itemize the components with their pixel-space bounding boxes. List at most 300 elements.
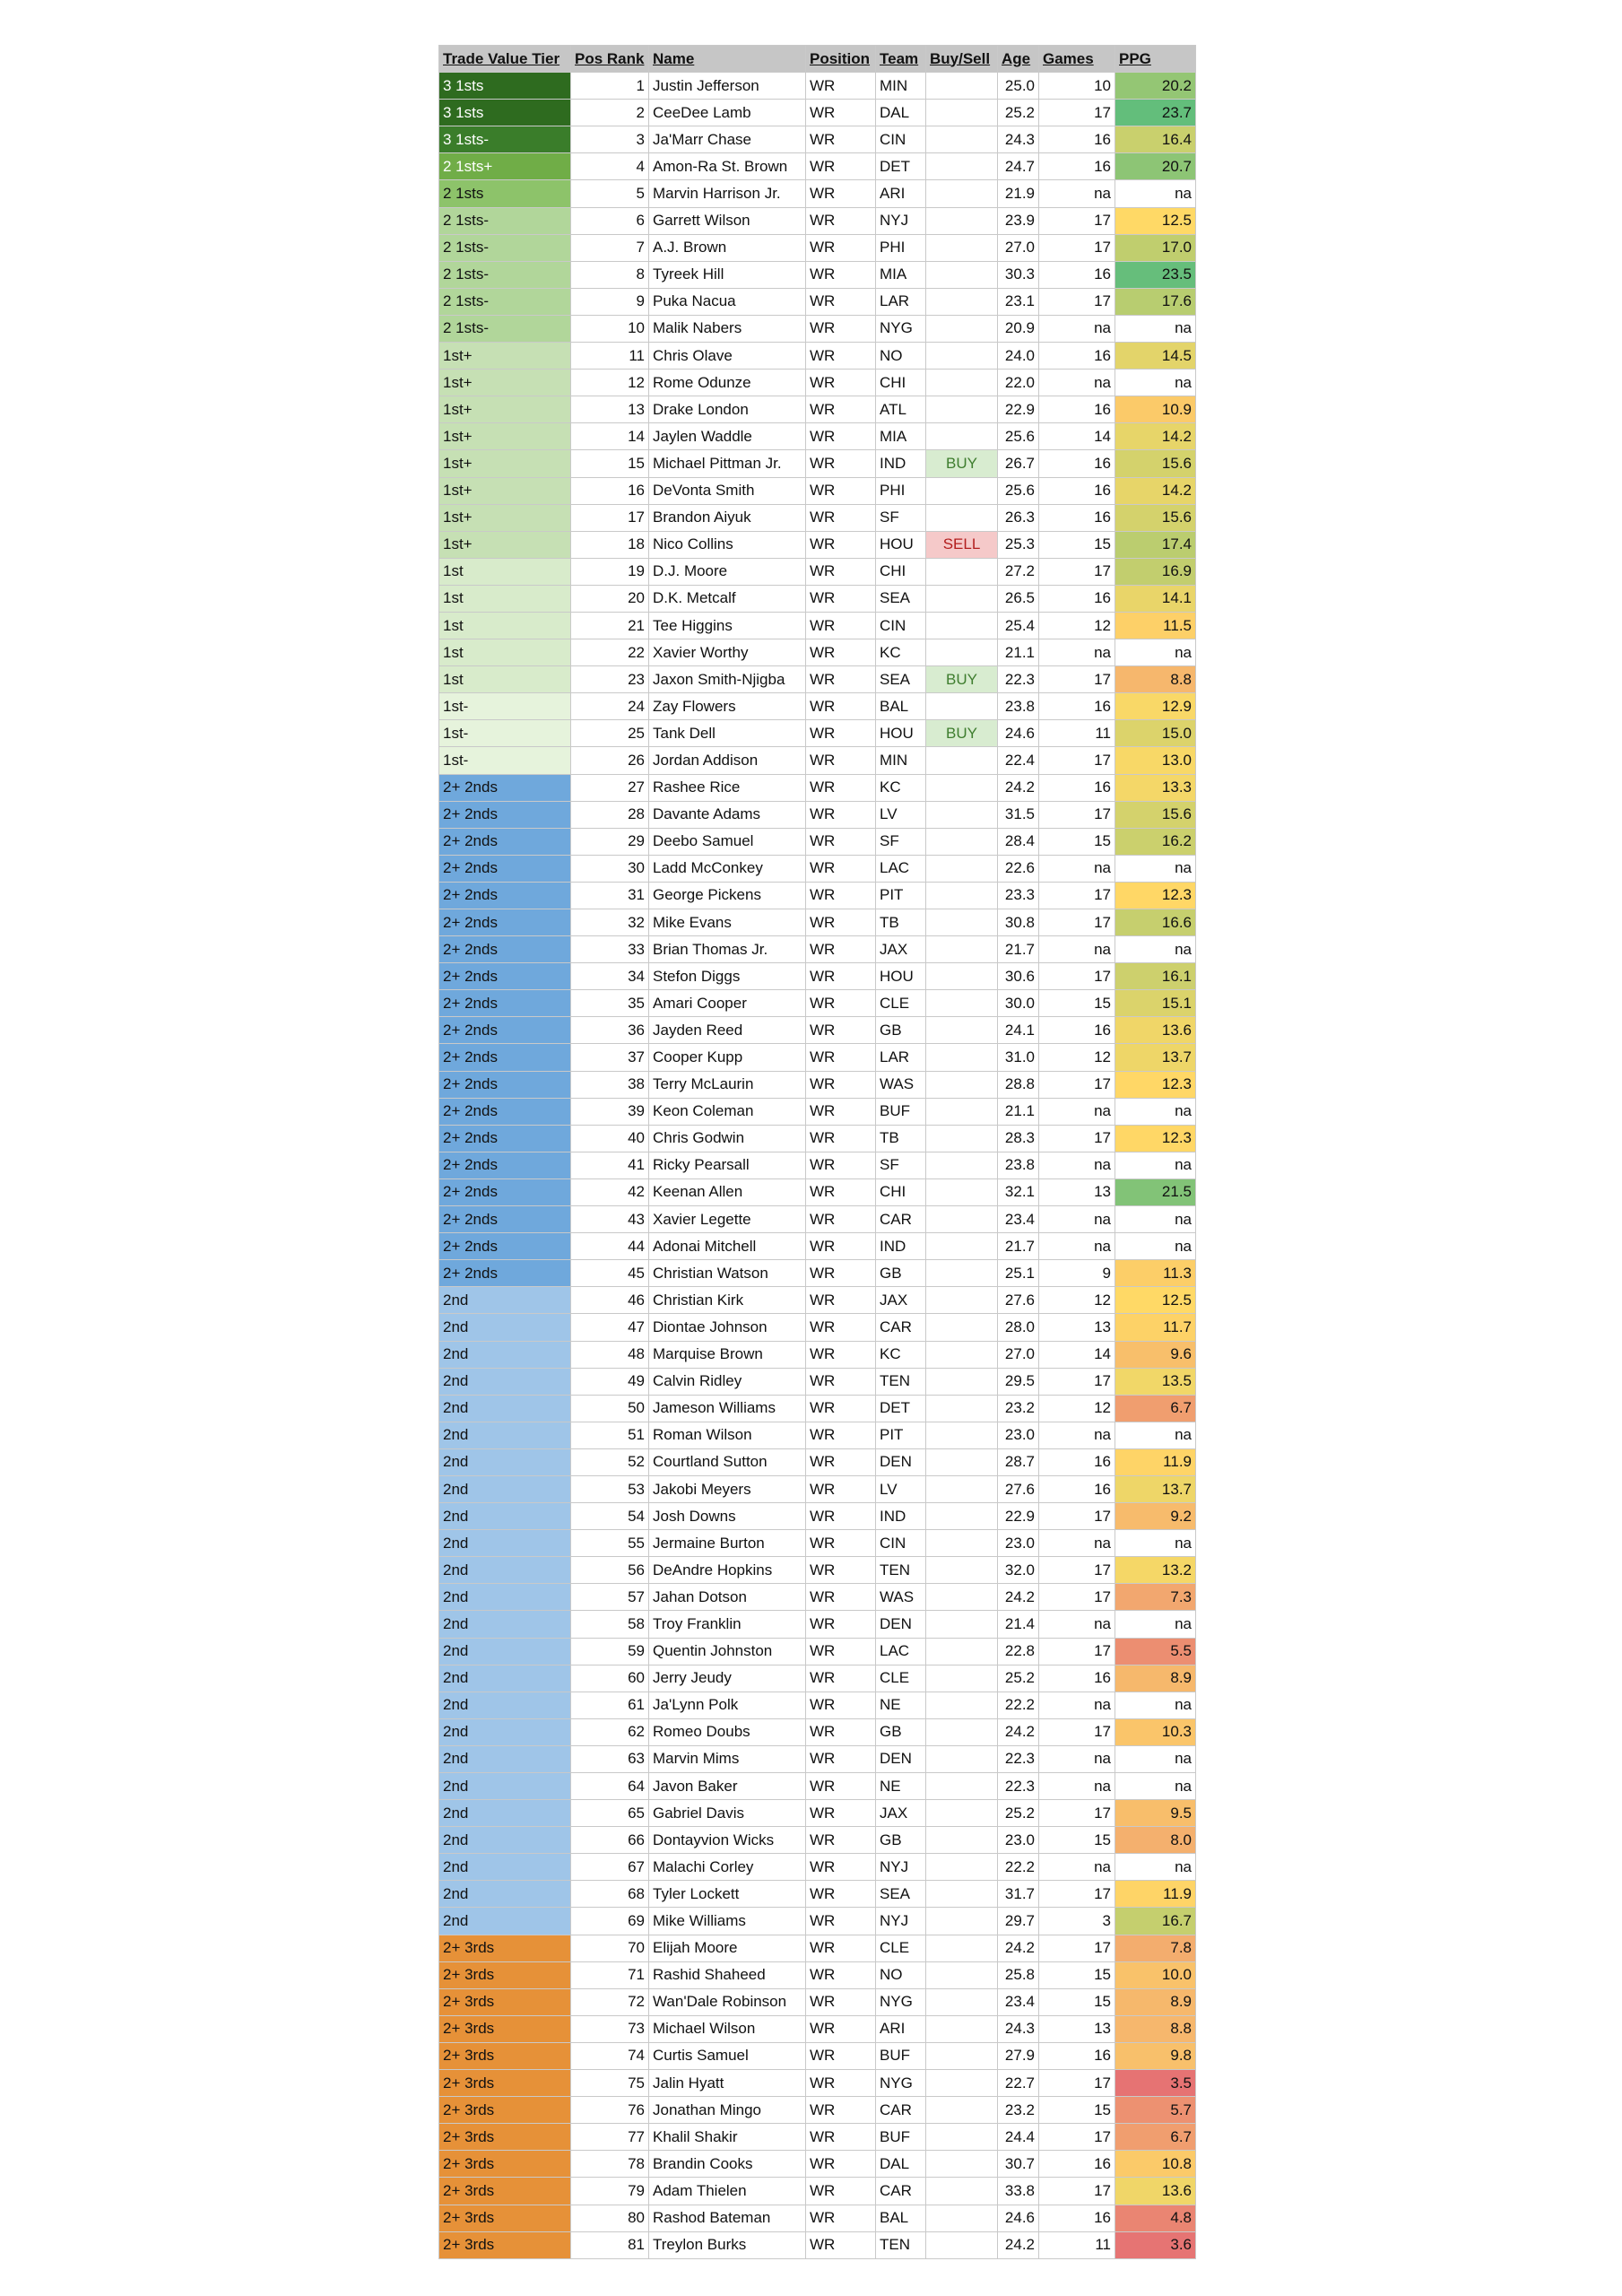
header-team[interactable]: Team [876, 46, 926, 73]
buy-sell-cell[interactable] [926, 1178, 998, 1205]
ppg-cell[interactable]: na [1115, 1422, 1196, 1448]
player-name-cell[interactable]: Brandon Aiyuk [649, 504, 806, 531]
buy-sell-cell[interactable] [926, 343, 998, 370]
games-cell[interactable]: 17 [1039, 666, 1115, 693]
ppg-cell[interactable]: 7.8 [1115, 1935, 1196, 1961]
games-cell[interactable]: 16 [1039, 1475, 1115, 1502]
tier-cell[interactable]: 2+ 2nds [439, 774, 571, 801]
age-cell[interactable]: 23.1 [998, 288, 1039, 315]
buy-sell-cell[interactable] [926, 1475, 998, 1502]
pos-rank-cell[interactable]: 53 [571, 1475, 649, 1502]
ppg-cell[interactable]: 12.9 [1115, 693, 1196, 720]
games-cell[interactable]: 16 [1039, 1017, 1115, 1044]
position-cell[interactable]: WR [806, 343, 876, 370]
pos-rank-cell[interactable]: 10 [571, 315, 649, 342]
tier-cell[interactable]: 2+ 2nds [439, 1178, 571, 1205]
header-name[interactable]: Name [649, 46, 806, 73]
player-name-cell[interactable]: Brandin Cooks [649, 2151, 806, 2178]
games-cell[interactable]: 15 [1039, 1961, 1115, 1988]
player-name-cell[interactable]: Chris Olave [649, 343, 806, 370]
age-cell[interactable]: 22.2 [998, 1692, 1039, 1718]
team-cell[interactable]: JAX [876, 936, 926, 963]
pos-rank-cell[interactable]: 61 [571, 1692, 649, 1718]
pos-rank-cell[interactable]: 5 [571, 180, 649, 207]
games-cell[interactable]: 16 [1039, 153, 1115, 180]
header-position[interactable]: Position [806, 46, 876, 73]
age-cell[interactable]: 23.0 [998, 1827, 1039, 1854]
buy-sell-cell[interactable] [926, 288, 998, 315]
age-cell[interactable]: 22.4 [998, 747, 1039, 774]
player-name-cell[interactable]: Stefon Diggs [649, 963, 806, 990]
player-name-cell[interactable]: Marvin Harrison Jr. [649, 180, 806, 207]
ppg-cell[interactable]: 13.3 [1115, 774, 1196, 801]
tier-cell[interactable]: 3 1sts [439, 73, 571, 100]
team-cell[interactable]: HOU [876, 531, 926, 558]
position-cell[interactable]: WR [806, 1233, 876, 1260]
ppg-cell[interactable]: 14.2 [1115, 423, 1196, 450]
age-cell[interactable]: 24.2 [998, 774, 1039, 801]
ppg-cell[interactable]: na [1115, 1854, 1196, 1881]
buy-sell-cell[interactable] [926, 1125, 998, 1152]
buy-sell-cell[interactable] [926, 585, 998, 612]
position-cell[interactable]: WR [806, 1961, 876, 1988]
games-cell[interactable]: 17 [1039, 1584, 1115, 1611]
buy-sell-cell[interactable] [926, 504, 998, 531]
ppg-cell[interactable]: na [1115, 936, 1196, 963]
position-cell[interactable]: WR [806, 1260, 876, 1287]
buy-sell-cell[interactable] [926, 1233, 998, 1260]
ppg-cell[interactable]: 14.1 [1115, 585, 1196, 612]
position-cell[interactable]: WR [806, 2070, 876, 2097]
tier-cell[interactable]: 2+ 2nds [439, 855, 571, 882]
pos-rank-cell[interactable]: 8 [571, 261, 649, 288]
position-cell[interactable]: WR [806, 1341, 876, 1368]
tier-cell[interactable]: 2+ 3rds [439, 1961, 571, 1988]
pos-rank-cell[interactable]: 44 [571, 1233, 649, 1260]
ppg-cell[interactable]: 6.7 [1115, 2124, 1196, 2151]
tier-cell[interactable]: 2 1sts- [439, 234, 571, 261]
pos-rank-cell[interactable]: 13 [571, 396, 649, 423]
pos-rank-cell[interactable]: 51 [571, 1422, 649, 1448]
buy-sell-cell[interactable] [926, 1773, 998, 1800]
tier-cell[interactable]: 2nd [439, 1800, 571, 1827]
age-cell[interactable]: 32.0 [998, 1557, 1039, 1584]
ppg-cell[interactable]: 13.6 [1115, 2178, 1196, 2205]
tier-cell[interactable]: 2nd [439, 1745, 571, 1772]
tier-cell[interactable]: 1st [439, 639, 571, 666]
pos-rank-cell[interactable]: 47 [571, 1314, 649, 1341]
buy-sell-cell[interactable] [926, 1745, 998, 1772]
position-cell[interactable]: WR [806, 100, 876, 126]
pos-rank-cell[interactable]: 55 [571, 1530, 649, 1557]
ppg-cell[interactable]: na [1115, 315, 1196, 342]
tier-cell[interactable]: 2nd [439, 1287, 571, 1314]
games-cell[interactable]: 17 [1039, 1368, 1115, 1395]
tier-cell[interactable]: 2nd [439, 1530, 571, 1557]
tier-cell[interactable]: 1st+ [439, 423, 571, 450]
player-name-cell[interactable]: Amon-Ra St. Brown [649, 153, 806, 180]
games-cell[interactable]: 16 [1039, 396, 1115, 423]
position-cell[interactable]: WR [806, 73, 876, 100]
pos-rank-cell[interactable]: 71 [571, 1961, 649, 1988]
player-name-cell[interactable]: Malachi Corley [649, 1854, 806, 1881]
team-cell[interactable]: TB [876, 909, 926, 936]
ppg-cell[interactable]: 13.2 [1115, 1557, 1196, 1584]
team-cell[interactable]: CAR [876, 1314, 926, 1341]
position-cell[interactable]: WR [806, 423, 876, 450]
position-cell[interactable]: WR [806, 234, 876, 261]
player-name-cell[interactable]: Rome Odunze [649, 370, 806, 396]
pos-rank-cell[interactable]: 41 [571, 1152, 649, 1178]
buy-sell-cell[interactable] [926, 639, 998, 666]
pos-rank-cell[interactable]: 3 [571, 126, 649, 153]
buy-sell-cell[interactable] [926, 2042, 998, 2069]
position-cell[interactable]: WR [806, 1854, 876, 1881]
player-name-cell[interactable]: Davante Adams [649, 801, 806, 828]
tier-cell[interactable]: 2+ 3rds [439, 2151, 571, 2178]
games-cell[interactable]: 16 [1039, 2205, 1115, 2231]
position-cell[interactable]: WR [806, 1584, 876, 1611]
player-name-cell[interactable]: Tyreek Hill [649, 261, 806, 288]
position-cell[interactable]: WR [806, 1530, 876, 1557]
buy-sell-cell[interactable] [926, 1908, 998, 1935]
ppg-cell[interactable]: 21.5 [1115, 1178, 1196, 1205]
team-cell[interactable]: NYJ [876, 207, 926, 234]
age-cell[interactable]: 22.3 [998, 1745, 1039, 1772]
position-cell[interactable]: WR [806, 1368, 876, 1395]
pos-rank-cell[interactable]: 31 [571, 882, 649, 909]
team-cell[interactable]: TEN [876, 2231, 926, 2258]
age-cell[interactable]: 22.8 [998, 1638, 1039, 1665]
games-cell[interactable]: na [1039, 315, 1115, 342]
games-cell[interactable]: 16 [1039, 2042, 1115, 2069]
pos-rank-cell[interactable]: 43 [571, 1206, 649, 1233]
buy-sell-cell[interactable] [926, 1800, 998, 1827]
pos-rank-cell[interactable]: 58 [571, 1611, 649, 1638]
buy-sell-cell[interactable] [926, 828, 998, 855]
tier-cell[interactable]: 2+ 3rds [439, 2205, 571, 2231]
player-name-cell[interactable]: Zay Flowers [649, 693, 806, 720]
position-cell[interactable]: WR [806, 774, 876, 801]
pos-rank-cell[interactable]: 79 [571, 2178, 649, 2205]
tier-cell[interactable]: 1st [439, 666, 571, 693]
pos-rank-cell[interactable]: 20 [571, 585, 649, 612]
games-cell[interactable]: 16 [1039, 1448, 1115, 1475]
games-cell[interactable]: 17 [1039, 909, 1115, 936]
buy-sell-cell[interactable] [926, 2205, 998, 2231]
age-cell[interactable]: 27.0 [998, 1341, 1039, 1368]
pos-rank-cell[interactable]: 30 [571, 855, 649, 882]
ppg-cell[interactable]: 8.9 [1115, 1665, 1196, 1692]
pos-rank-cell[interactable]: 48 [571, 1341, 649, 1368]
age-cell[interactable]: 23.0 [998, 1530, 1039, 1557]
games-cell[interactable]: 13 [1039, 1314, 1115, 1341]
games-cell[interactable]: 17 [1039, 1638, 1115, 1665]
age-cell[interactable]: 21.1 [998, 1098, 1039, 1125]
pos-rank-cell[interactable]: 17 [571, 504, 649, 531]
team-cell[interactable]: GB [876, 1017, 926, 1044]
buy-sell-cell[interactable] [926, 315, 998, 342]
position-cell[interactable]: WR [806, 396, 876, 423]
games-cell[interactable]: 17 [1039, 1935, 1115, 1961]
age-cell[interactable]: 32.1 [998, 1178, 1039, 1205]
tier-cell[interactable]: 1st [439, 558, 571, 585]
age-cell[interactable]: 22.9 [998, 396, 1039, 423]
tier-cell[interactable]: 2nd [439, 1827, 571, 1854]
games-cell[interactable]: 17 [1039, 2070, 1115, 2097]
age-cell[interactable]: 31.0 [998, 1044, 1039, 1071]
ppg-cell[interactable]: 9.8 [1115, 2042, 1196, 2069]
tier-cell[interactable]: 2+ 2nds [439, 1098, 571, 1125]
age-cell[interactable]: 24.4 [998, 2124, 1039, 2151]
tier-cell[interactable]: 2+ 2nds [439, 1044, 571, 1071]
games-cell[interactable]: 15 [1039, 1827, 1115, 1854]
ppg-cell[interactable]: 23.7 [1115, 100, 1196, 126]
player-name-cell[interactable]: Troy Franklin [649, 1611, 806, 1638]
player-name-cell[interactable]: Josh Downs [649, 1503, 806, 1530]
buy-sell-cell[interactable] [926, 1584, 998, 1611]
games-cell[interactable]: na [1039, 1422, 1115, 1448]
team-cell[interactable]: CHI [876, 1178, 926, 1205]
games-cell[interactable]: 17 [1039, 1125, 1115, 1152]
player-name-cell[interactable]: Romeo Doubs [649, 1718, 806, 1745]
age-cell[interactable]: 21.1 [998, 639, 1039, 666]
buy-sell-cell[interactable] [926, 1098, 998, 1125]
tier-cell[interactable]: 2nd [439, 1557, 571, 1584]
age-cell[interactable]: 25.2 [998, 1800, 1039, 1827]
ppg-cell[interactable]: 15.0 [1115, 720, 1196, 747]
pos-rank-cell[interactable]: 4 [571, 153, 649, 180]
ppg-cell[interactable]: na [1115, 1530, 1196, 1557]
pos-rank-cell[interactable]: 27 [571, 774, 649, 801]
pos-rank-cell[interactable]: 59 [571, 1638, 649, 1665]
age-cell[interactable]: 27.2 [998, 558, 1039, 585]
tier-cell[interactable]: 2+ 3rds [439, 2178, 571, 2205]
games-cell[interactable]: na [1039, 180, 1115, 207]
buy-sell-cell[interactable] [926, 693, 998, 720]
position-cell[interactable]: WR [806, 315, 876, 342]
ppg-cell[interactable]: 16.7 [1115, 1908, 1196, 1935]
ppg-cell[interactable]: 7.3 [1115, 1584, 1196, 1611]
position-cell[interactable]: WR [806, 882, 876, 909]
player-name-cell[interactable]: Jayden Reed [649, 1017, 806, 1044]
games-cell[interactable]: 12 [1039, 1395, 1115, 1422]
player-name-cell[interactable]: Michael Pittman Jr. [649, 450, 806, 477]
team-cell[interactable]: NYG [876, 1988, 926, 2015]
player-name-cell[interactable]: Jameson Williams [649, 1395, 806, 1422]
team-cell[interactable]: CLE [876, 1935, 926, 1961]
age-cell[interactable]: 21.4 [998, 1611, 1039, 1638]
player-name-cell[interactable]: Christian Kirk [649, 1287, 806, 1314]
player-name-cell[interactable]: Nico Collins [649, 531, 806, 558]
tier-cell[interactable]: 2+ 3rds [439, 2015, 571, 2042]
player-name-cell[interactable]: Deebo Samuel [649, 828, 806, 855]
buy-sell-cell[interactable] [926, 207, 998, 234]
age-cell[interactable]: 22.0 [998, 370, 1039, 396]
pos-rank-cell[interactable]: 2 [571, 100, 649, 126]
tier-cell[interactable]: 1st+ [439, 396, 571, 423]
player-name-cell[interactable]: Roman Wilson [649, 1422, 806, 1448]
team-cell[interactable]: JAX [876, 1800, 926, 1827]
buy-sell-cell[interactable] [926, 1152, 998, 1178]
ppg-cell[interactable]: na [1115, 1773, 1196, 1800]
tier-cell[interactable]: 2nd [439, 1611, 571, 1638]
tier-cell[interactable]: 2+ 2nds [439, 1260, 571, 1287]
buy-sell-cell[interactable] [926, 747, 998, 774]
ppg-cell[interactable]: na [1115, 1745, 1196, 1772]
games-cell[interactable]: 16 [1039, 774, 1115, 801]
games-cell[interactable]: 17 [1039, 100, 1115, 126]
player-name-cell[interactable]: Curtis Samuel [649, 2042, 806, 2069]
ppg-cell[interactable]: 5.5 [1115, 1638, 1196, 1665]
position-cell[interactable]: WR [806, 207, 876, 234]
team-cell[interactable]: IND [876, 1503, 926, 1530]
buy-sell-cell[interactable] [926, 1503, 998, 1530]
ppg-cell[interactable]: 13.6 [1115, 1017, 1196, 1044]
position-cell[interactable]: WR [806, 1178, 876, 1205]
position-cell[interactable]: WR [806, 585, 876, 612]
position-cell[interactable]: WR [806, 1773, 876, 1800]
age-cell[interactable]: 22.2 [998, 1854, 1039, 1881]
player-name-cell[interactable]: Quentin Johnston [649, 1638, 806, 1665]
pos-rank-cell[interactable]: 15 [571, 450, 649, 477]
player-name-cell[interactable]: Malik Nabers [649, 315, 806, 342]
team-cell[interactable]: SEA [876, 1881, 926, 1908]
age-cell[interactable]: 23.4 [998, 1988, 1039, 2015]
player-name-cell[interactable]: Jakobi Meyers [649, 1475, 806, 1502]
team-cell[interactable]: SF [876, 504, 926, 531]
age-cell[interactable]: 24.6 [998, 720, 1039, 747]
games-cell[interactable]: na [1039, 1745, 1115, 1772]
age-cell[interactable]: 23.8 [998, 693, 1039, 720]
ppg-cell[interactable]: 11.9 [1115, 1448, 1196, 1475]
ppg-cell[interactable]: 5.7 [1115, 2097, 1196, 2124]
buy-sell-cell[interactable] [926, 1395, 998, 1422]
games-cell[interactable]: 14 [1039, 423, 1115, 450]
games-cell[interactable]: 17 [1039, 2124, 1115, 2151]
tier-cell[interactable]: 2+ 2nds [439, 801, 571, 828]
games-cell[interactable]: 16 [1039, 693, 1115, 720]
pos-rank-cell[interactable]: 29 [571, 828, 649, 855]
position-cell[interactable]: WR [806, 1044, 876, 1071]
team-cell[interactable]: DEN [876, 1745, 926, 1772]
position-cell[interactable]: WR [806, 2015, 876, 2042]
player-name-cell[interactable]: Khalil Shakir [649, 2124, 806, 2151]
pos-rank-cell[interactable]: 12 [571, 370, 649, 396]
buy-sell-cell[interactable] [926, 1341, 998, 1368]
games-cell[interactable]: 11 [1039, 2231, 1115, 2258]
age-cell[interactable]: 25.8 [998, 1961, 1039, 1988]
tier-cell[interactable]: 2+ 3rds [439, 2070, 571, 2097]
tier-cell[interactable]: 1st- [439, 747, 571, 774]
age-cell[interactable]: 25.0 [998, 73, 1039, 100]
tier-cell[interactable]: 1st- [439, 720, 571, 747]
team-cell[interactable]: DAL [876, 2151, 926, 2178]
games-cell[interactable]: 14 [1039, 1341, 1115, 1368]
age-cell[interactable]: 24.2 [998, 1584, 1039, 1611]
pos-rank-cell[interactable]: 23 [571, 666, 649, 693]
position-cell[interactable]: WR [806, 639, 876, 666]
position-cell[interactable]: WR [806, 1988, 876, 2015]
pos-rank-cell[interactable]: 67 [571, 1854, 649, 1881]
player-name-cell[interactable]: Diontae Johnson [649, 1314, 806, 1341]
games-cell[interactable]: 9 [1039, 1260, 1115, 1287]
games-cell[interactable]: 10 [1039, 73, 1115, 100]
buy-sell-cell[interactable] [926, 936, 998, 963]
ppg-cell[interactable]: 16.2 [1115, 828, 1196, 855]
player-name-cell[interactable]: Jaylen Waddle [649, 423, 806, 450]
player-name-cell[interactable]: Xavier Legette [649, 1206, 806, 1233]
position-cell[interactable]: WR [806, 2205, 876, 2231]
position-cell[interactable]: WR [806, 909, 876, 936]
buy-sell-cell[interactable] [926, 1530, 998, 1557]
buy-sell-cell[interactable] [926, 801, 998, 828]
team-cell[interactable]: PHI [876, 477, 926, 504]
team-cell[interactable]: NE [876, 1692, 926, 1718]
team-cell[interactable]: NO [876, 343, 926, 370]
player-name-cell[interactable]: Jermaine Burton [649, 1530, 806, 1557]
ppg-cell[interactable]: 13.7 [1115, 1475, 1196, 1502]
tier-cell[interactable]: 2nd [439, 1881, 571, 1908]
ppg-cell[interactable]: 9.5 [1115, 1800, 1196, 1827]
position-cell[interactable]: WR [806, 2231, 876, 2258]
team-cell[interactable]: KC [876, 639, 926, 666]
age-cell[interactable]: 23.4 [998, 1206, 1039, 1233]
games-cell[interactable]: 16 [1039, 126, 1115, 153]
team-cell[interactable]: MIN [876, 747, 926, 774]
pos-rank-cell[interactable]: 21 [571, 612, 649, 639]
position-cell[interactable]: WR [806, 990, 876, 1017]
age-cell[interactable]: 29.7 [998, 1908, 1039, 1935]
team-cell[interactable]: ATL [876, 396, 926, 423]
team-cell[interactable]: GB [876, 1260, 926, 1287]
tier-cell[interactable]: 2+ 2nds [439, 936, 571, 963]
header-pos-rank[interactable]: Pos Rank [571, 46, 649, 73]
pos-rank-cell[interactable]: 73 [571, 2015, 649, 2042]
age-cell[interactable]: 27.6 [998, 1475, 1039, 1502]
team-cell[interactable]: DET [876, 153, 926, 180]
position-cell[interactable]: WR [806, 1071, 876, 1098]
age-cell[interactable]: 26.7 [998, 450, 1039, 477]
ppg-cell[interactable]: 15.1 [1115, 990, 1196, 1017]
team-cell[interactable]: DAL [876, 100, 926, 126]
age-cell[interactable]: 25.3 [998, 531, 1039, 558]
pos-rank-cell[interactable]: 39 [571, 1098, 649, 1125]
age-cell[interactable]: 24.6 [998, 2205, 1039, 2231]
buy-sell-cell[interactable] [926, 1071, 998, 1098]
player-name-cell[interactable]: Jalin Hyatt [649, 2070, 806, 2097]
position-cell[interactable]: WR [806, 2124, 876, 2151]
pos-rank-cell[interactable]: 57 [571, 1584, 649, 1611]
games-cell[interactable]: 17 [1039, 963, 1115, 990]
position-cell[interactable]: WR [806, 1908, 876, 1935]
ppg-cell[interactable]: 11.3 [1115, 1260, 1196, 1287]
team-cell[interactable]: CAR [876, 2178, 926, 2205]
pos-rank-cell[interactable]: 35 [571, 990, 649, 1017]
team-cell[interactable]: KC [876, 774, 926, 801]
tier-cell[interactable]: 2+ 2nds [439, 909, 571, 936]
player-name-cell[interactable]: D.J. Moore [649, 558, 806, 585]
age-cell[interactable]: 22.7 [998, 2070, 1039, 2097]
team-cell[interactable]: LV [876, 801, 926, 828]
games-cell[interactable]: 17 [1039, 558, 1115, 585]
position-cell[interactable]: WR [806, 450, 876, 477]
buy-sell-cell[interactable]: SELL [926, 531, 998, 558]
ppg-cell[interactable]: 11.9 [1115, 1881, 1196, 1908]
age-cell[interactable]: 23.8 [998, 1152, 1039, 1178]
player-name-cell[interactable]: Keenan Allen [649, 1178, 806, 1205]
tier-cell[interactable]: 1st [439, 612, 571, 639]
